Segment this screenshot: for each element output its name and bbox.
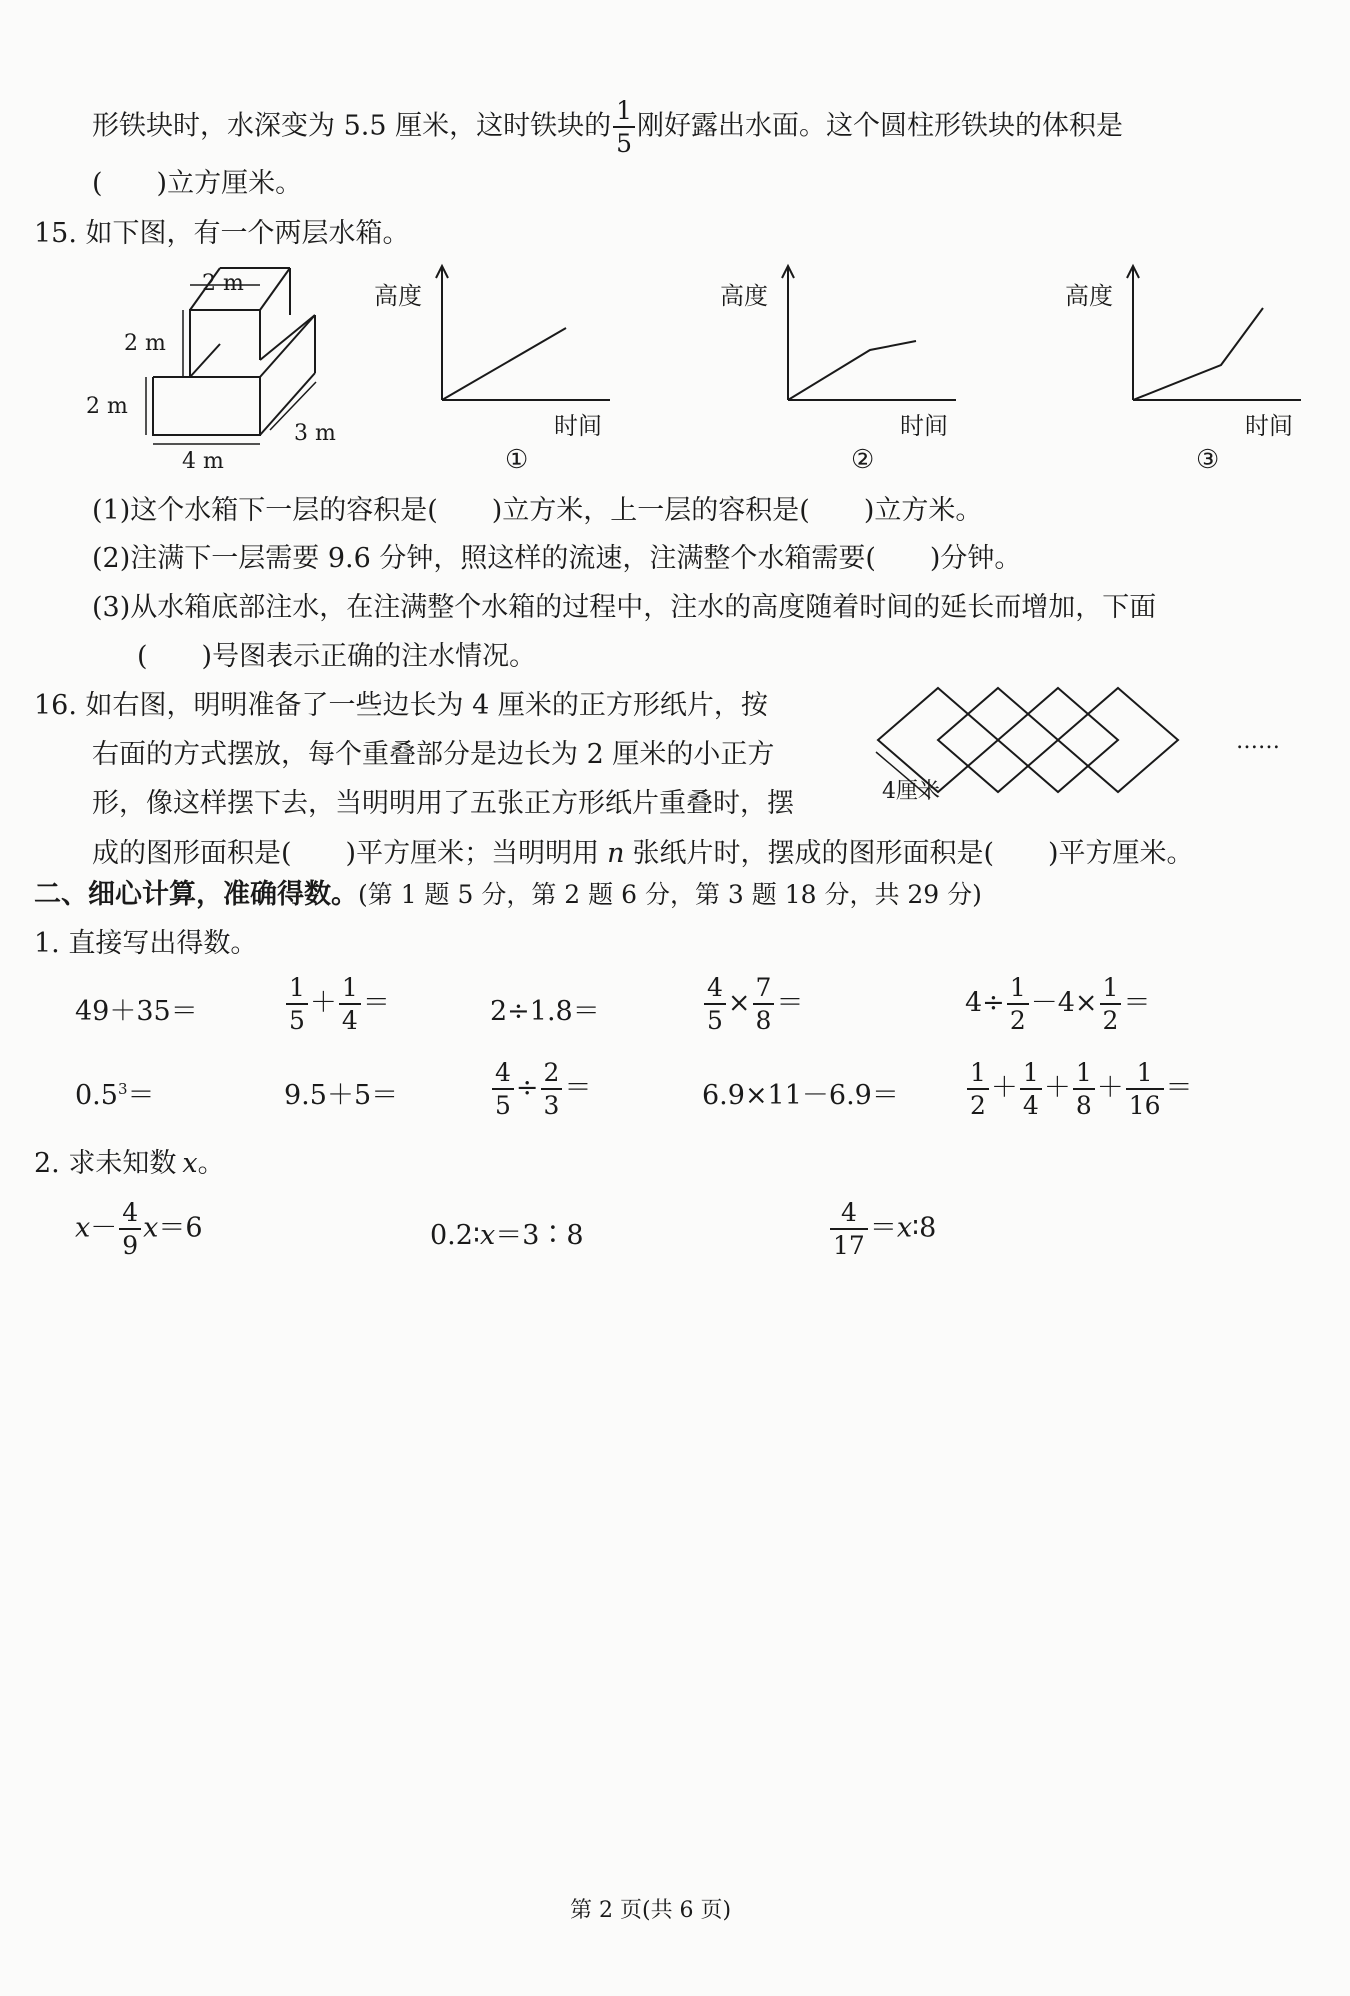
q15-sub3-line1: (3)从水箱底部注水，在注满整个水箱的过程中，注水的高度随着时间的延长而增加，下面	[92, 592, 1157, 623]
graph-3	[1061, 260, 1321, 480]
figure-side-label: 4厘米	[882, 779, 940, 804]
calc1-e8: $\frac{4}{5}$ ÷ $\frac{2}{3}$ ＝	[490, 1060, 591, 1118]
q15-sub3-line2: ( )号图表示正确的注水情况。	[137, 641, 537, 672]
calc1-e5: 4÷ $\frac{1}{2}$ －4× $\frac{1}{2}$ ＝	[965, 973, 1151, 1035]
bottom-depth-label: 3 m	[294, 421, 336, 446]
overlapping-squares-figure	[870, 680, 1310, 820]
calc1-e6: $0.5^3=$	[75, 1080, 155, 1111]
q14-line2: ( )立方厘米。	[92, 168, 303, 199]
top-width-label: 2 m	[202, 271, 244, 296]
calc2-eq3: $\frac{4}{17}$ ＝x∶8	[828, 1200, 936, 1258]
graph-1-number: ①	[505, 445, 529, 475]
bottom-height-label: 2 m	[86, 394, 128, 419]
graph-3-xlabel: 时间	[1245, 412, 1293, 440]
calc1-e3: 2÷1.8＝	[490, 996, 600, 1027]
graph-2	[716, 260, 976, 480]
fraction-one-fifth: $\frac{1}{5}$	[613, 98, 635, 156]
graph-3-number: ③	[1196, 445, 1220, 475]
graph-3-ylabel: 高度	[1065, 282, 1113, 310]
calc1-e9: 6.9×11－6.9＝	[702, 1080, 899, 1111]
q16-line1: 16. 如右图，明明准备了一些边长为 4 厘米的正方形纸片，按	[34, 690, 768, 721]
q16-line4: 成的图形面积是( )平方厘米；当明明用 n 张纸片时，摆成的图形面积是( )平方厘米。	[92, 838, 1194, 869]
q14-line1: 形铁块时，水深变为 5.5 厘米，这时铁块的 $\frac{1}{5}$ 刚好露出水面。这个圆柱形铁块的体积是	[92, 96, 1124, 158]
graph-1-xlabel: 时间	[554, 412, 602, 440]
figure-ellipsis: ……	[1236, 729, 1280, 754]
calc1-e10: $\frac{1}{2}$ ＋ $\frac{1}{4}$ ＋ $\frac{1}{8}$ ＋ $\frac{1}{16}$ ＝	[965, 1060, 1193, 1118]
water-tank-diagram	[80, 260, 340, 475]
section2-heading: 二、细心计算，准确得数。(第 1 题 5 分，第 2 题 6 分，第 3 题 18 分，共 29 分)	[34, 879, 982, 910]
calc2-title: 2. 求未知数 x。	[34, 1148, 225, 1179]
graph-2-ylabel: 高度	[720, 282, 768, 310]
calc1-e4: $\frac{4}{5}$ × $\frac{7}{8}$ ＝	[702, 975, 803, 1033]
graph-1	[370, 260, 630, 480]
q15-sub2: (2)注满下一层需要 9.6 分钟，照这样的流速，注满整个水箱需要( )分钟。	[92, 543, 1022, 574]
graph-2-xlabel: 时间	[900, 412, 948, 440]
calc1-title: 1. 直接写出得数。	[34, 928, 258, 959]
page-footer: 第 2 页(共 6 页)	[570, 1898, 732, 1923]
graph-1-ylabel: 高度	[374, 282, 422, 310]
graph-2-number: ②	[851, 445, 875, 475]
q15-sub1: (1)这个水箱下一层的容积是( )立方米，上一层的容积是( )立方米。	[92, 495, 983, 526]
calc1-e2: $\frac{1}{5}$ ＋ $\frac{1}{4}$ ＝	[284, 975, 390, 1033]
q16-line2: 右面的方式摆放，每个重叠部分是边长为 2 厘米的小正方	[92, 739, 775, 770]
top-height-label: 2 m	[124, 331, 166, 356]
bottom-length-label: 4 m	[182, 449, 224, 474]
q15-title: 15. 如下图，有一个两层水箱。	[34, 218, 410, 249]
q16-line3: 形，像这样摆下去，当明明用了五张正方形纸片重叠时，摆	[92, 788, 794, 819]
calc2-eq2: 0.2∶x＝3∶8	[430, 1220, 584, 1251]
calc1-e1: 49＋35＝	[75, 996, 198, 1027]
calc2-eq1: x－ $\frac{4}{9}$ x＝6	[75, 1198, 203, 1260]
calc1-e7: 9.5＋5＝	[284, 1080, 399, 1111]
